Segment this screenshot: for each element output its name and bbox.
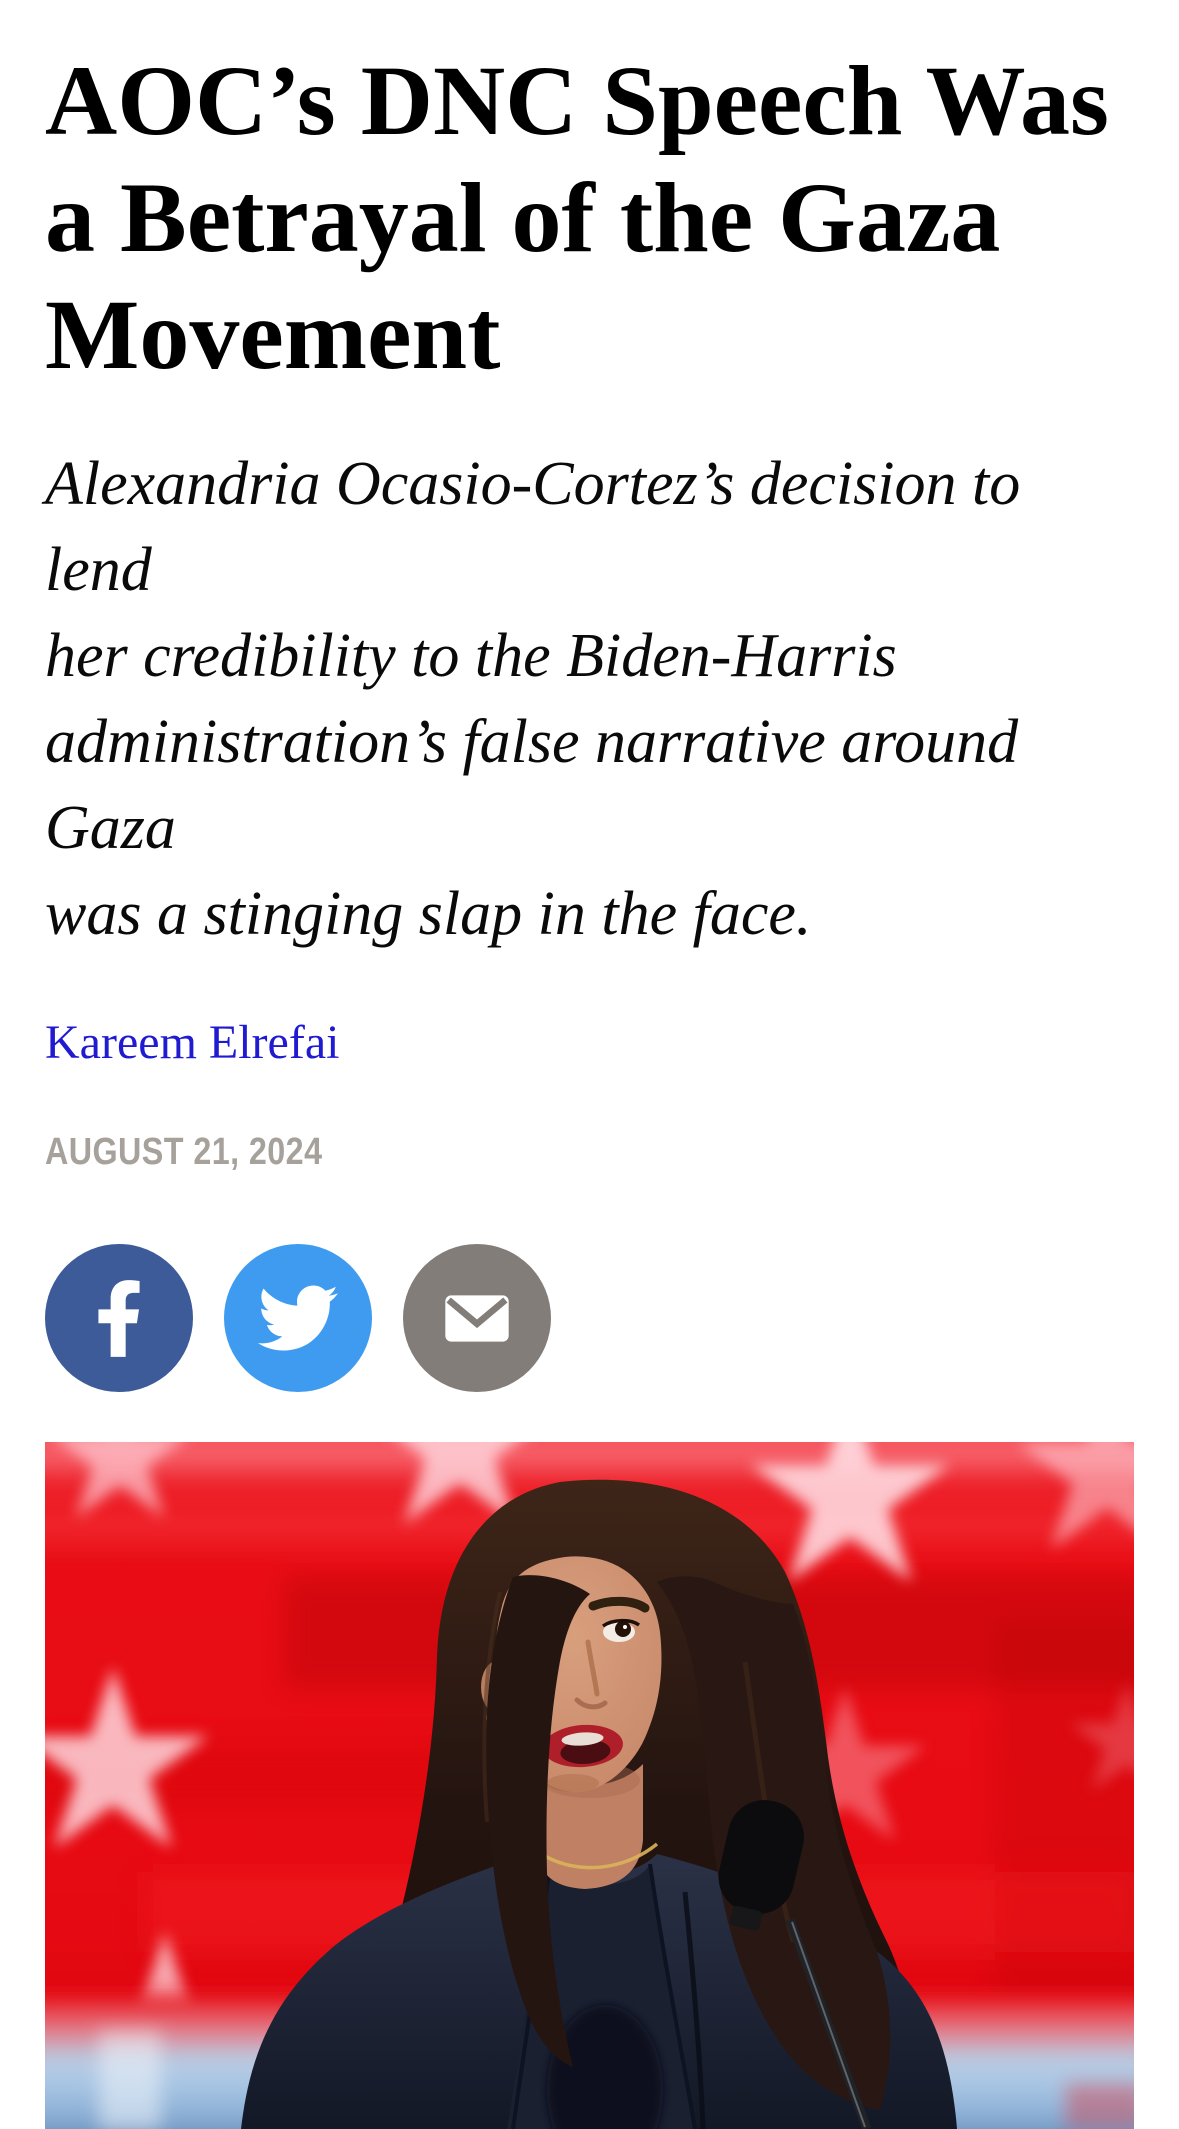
facebook-f-icon bbox=[95, 1280, 143, 1357]
dek-line: Alexandria Ocasio-Cortez’s decision to lend bbox=[45, 450, 1021, 604]
dek-line: her credibility to the Biden-Harris bbox=[45, 622, 897, 690]
headline-line: Movement bbox=[45, 279, 501, 390]
headline-line: AOC’s DNC Speech Was bbox=[45, 45, 1109, 156]
twitter-bird-icon bbox=[258, 1278, 338, 1358]
facebook-share-button[interactable] bbox=[45, 1244, 193, 1392]
headline bbox=[45, 42, 1134, 393]
headline-line: a Betrayal of the Gaza bbox=[45, 162, 1001, 273]
author-link[interactable]: Kareem Elrefai bbox=[45, 1016, 340, 1069]
dek-line: administration’s false narrative around Gaza bbox=[45, 708, 1019, 862]
publish-date: AUGUST 21, 2024 bbox=[45, 1131, 323, 1173]
share-row bbox=[45, 1244, 1134, 1392]
envelope-icon bbox=[444, 1294, 510, 1343]
hero-photo bbox=[45, 1442, 1134, 2129]
dek-line: was a stinging slap in the face. bbox=[45, 880, 812, 948]
dek bbox=[45, 441, 1134, 957]
email-share-button[interactable] bbox=[403, 1244, 551, 1392]
twitter-share-button[interactable] bbox=[224, 1244, 372, 1392]
